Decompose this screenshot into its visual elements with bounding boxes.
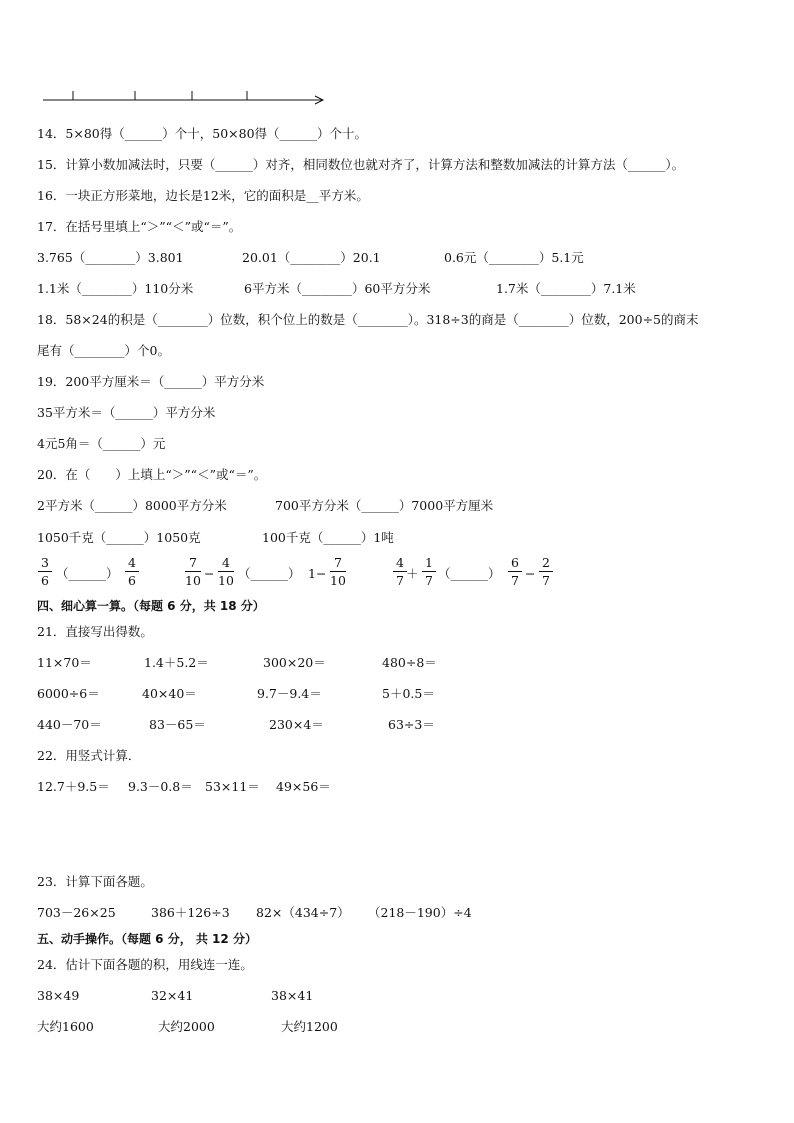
calc-item: 11×70＝ [37, 655, 92, 670]
calc-item: 9.3－0.8＝ [128, 779, 193, 794]
calc-item: 5＋0.5＝ [382, 686, 435, 701]
q20-item: 100千克（______）1吨 [262, 530, 394, 545]
q20-item: 2平方米（______）8000平方分米 [37, 498, 227, 513]
question-17-title: 17．在括号里填上“＞”“＜”或“＝”。 [37, 219, 242, 234]
question-15: 15．计算小数加减法时，只要（______）对齐，相同数位也就对齐了，计算方法和整数加减法的计算方法（______）。 [37, 157, 685, 172]
question-22-title: 22．用竖式计算． [37, 748, 141, 763]
q20-item: 1050千克（______）1050克 [37, 530, 201, 545]
calc-item: 83－65＝ [149, 717, 206, 732]
calc-item: 82×（434÷7） [256, 905, 350, 920]
estimate-item: 38×41 [271, 988, 314, 1003]
question-16: 16．一块正方形菜地，边长是12米，它的面积是__平方米。 [37, 188, 369, 203]
estimate-answer: 大约1200 [281, 1019, 338, 1034]
q17-item: 1.1米（________）110分米 [37, 281, 194, 296]
q17-item: 3.765（________）3.801 [37, 250, 184, 265]
q20-item: 700平方分米（______）7000平方厘米 [275, 498, 494, 513]
q17-item: 1.7米（________）7.1米 [496, 281, 636, 296]
q17-item: 0.6元（________）5.1元 [444, 250, 584, 265]
calc-item: 53×11＝ [205, 779, 260, 794]
fraction: 4 7 [393, 556, 407, 588]
estimate-answer: 大约2000 [158, 1019, 215, 1034]
calc-item: 63÷3＝ [388, 717, 435, 732]
calc-item: 40×40＝ [142, 686, 197, 701]
fraction: 1 7 [422, 556, 436, 588]
estimate-item: 38×49 [37, 988, 80, 1003]
number-line [40, 88, 340, 108]
question-20-title: 20．在（ ）上填上“＞”“＜”或“＝”。 [37, 467, 267, 482]
calc-item: 49×56＝ [276, 779, 331, 794]
section-heading: 四、细心算一算。（每题 6 分，共 18 分） [37, 599, 265, 613]
minus-sign: − [525, 566, 536, 581]
question-18-line2: 尾有（________）个0。 [37, 343, 170, 358]
estimate-answer: 大约1600 [37, 1019, 94, 1034]
fraction: 4 10 [218, 555, 234, 588]
question-23-title: 23．计算下面各题。 [37, 874, 153, 889]
fraction: 3 6 [38, 556, 52, 588]
question-24-title: 24．估计下面各题的积，用线连一连。 [37, 957, 253, 972]
question-21-title: 21．直接写出得数。 [37, 624, 153, 639]
question-19-c: 4元5角＝（______）元 [37, 436, 166, 451]
calc-item: 12.7＋9.5＝ [37, 779, 110, 794]
calc-item: （218－190）÷4 [368, 905, 472, 920]
question-18-line1: 18．58×24的积是（________）位数，积个位上的数是（________）。318÷3的商是（________）位数，200÷5的商末 [37, 312, 699, 327]
section-heading: 五、动手操作。（每题 6 分， 共 12 分） [37, 932, 257, 946]
q17-item: 6平方米（________）60平方分米 [244, 281, 431, 296]
question-14: 14．5×80得（______）个十，50×80得（______）个十。 [37, 126, 368, 141]
q17-item: 20.01（________）20.1 [242, 250, 381, 265]
calc-item: 703－26×25 [37, 905, 116, 920]
fraction: 7 10 [185, 555, 201, 588]
answer-blank: （______） [56, 566, 119, 581]
answer-blank: （______） [238, 566, 301, 581]
calc-item: 300×20＝ [263, 655, 326, 670]
calc-item: 1.4＋5.2＝ [144, 655, 209, 670]
fraction: 6 7 [508, 556, 522, 588]
question-19-a: 19．200平方厘米＝（______）平方分米 [37, 374, 265, 389]
calc-item: 9.7－9.4＝ [257, 686, 322, 701]
minus-sign: − [204, 566, 215, 581]
calc-item: 6000÷6＝ [37, 686, 100, 701]
calc-item: 480÷8＝ [382, 655, 437, 670]
fraction: 2 7 [539, 556, 553, 588]
calc-item: 230×4＝ [269, 717, 324, 732]
calc-item: 386＋126÷3 [151, 905, 230, 920]
question-19-b: 35平方米＝（______）平方分米 [37, 405, 216, 420]
answer-blank: （______） [438, 566, 501, 581]
fraction: 4 6 [125, 556, 139, 588]
estimate-item: 32×41 [151, 988, 194, 1003]
one-minus: 1− [308, 566, 327, 581]
fraction: 7 10 [330, 555, 346, 588]
plus-sign: ＋ [406, 566, 419, 581]
calc-item: 440－70＝ [37, 717, 102, 732]
